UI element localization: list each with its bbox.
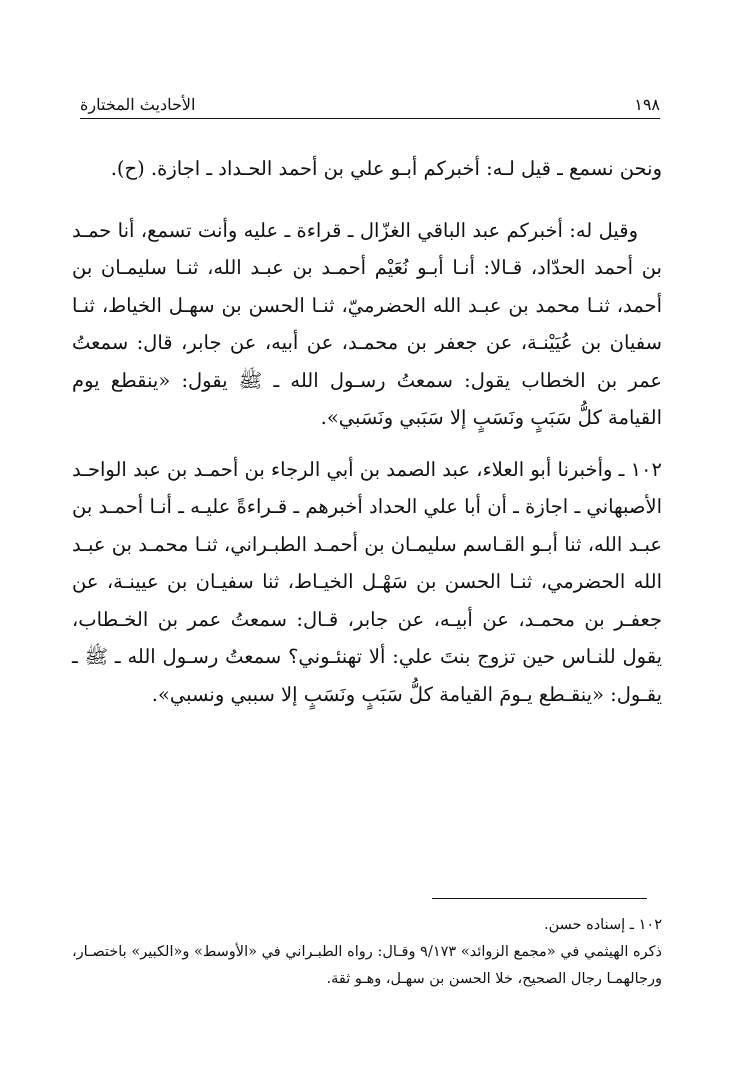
header-rule <box>80 118 660 119</box>
page-number: ١٩٨ <box>634 95 660 114</box>
footnote-rule <box>432 898 647 899</box>
footnote-line-1: ١٠٢ ـ إسناده حسن. <box>543 917 662 933</box>
footnotes <box>72 912 662 993</box>
book-title: الأحاديث المختارة <box>80 95 196 114</box>
paragraph-3-hadith-102: ١٠٢ ـ وأخبرنا أبو العلاء، عبد الصمد بن أبي الرجاء بن أحمـد بن عبد الواحـد الأصبهاني ـ اجازة ـ أن أبا علي الحداد أخبرهم ـ قـراءةً عليـه ـ أنـا أحمـد بن عبـد الله، ثنا أبـو القـاسم سليمـان بن أحمـد الطبـراني، ثنـا محمـد بن عبـد الله الحضرمي، ثنـا الحسن بن سَهْـل الخيـاط، ثنا سفيـان بن عيينـة، عن جعفـر بن محمـد، عن أبيـه، عن جابر، قـال: سمعتُ عمر بن الخـطاب، يقول للنـاس حين تزوج بنتَ علي: ألا تهنئـوني؟ سمعتُ رسـول الله ـ ﷺ ـ يقـول: «ينقـطع يـومَ القيامة كلُّ سَبَبٍ ونَسَبٍ إلا سببي ونسبي». <box>72 457 662 706</box>
running-head <box>80 88 660 114</box>
footnote-line-2: ذكره الهيثمي في «مجمع الزوائد» ٩/١٧٣ وقـال: رواه الطبـراني في «الأوسط» و«الكبير» باختصـار، ورجالهمـا رجال الصحيح، خلا الحسن بن سهـل، وهـو ثقة. <box>72 944 663 987</box>
main-text <box>72 150 662 713</box>
paragraph-1: ونحن نسمع ـ قيل لـه: أخبركم أبـو علي بن أحمد الحـداد ـ اجازة. (ح). <box>110 157 662 180</box>
paragraph-2: وقيل له: أخبركم عبد الباقي الغزّال ـ قراءة ـ عليه وأنت تسمع، أنا حمـد بن أحمد الحدّاد، قـالا: أنـا أبـو نُعَيْم أحمـد بن عبـد الله، ثنـا سليمـان بن أحمد، ثنـا محمد بن عبـد الله الحضرميّ، ثنـا الحسن بن سهـل الخياط، ثنـا سفيان بن عُيَيْنـة، عن جعفر بن محمـد، عن أبيه، عن جابر، قال: سمعتُ عمر بن الخطاب يقول: سمعتُ رسـول الله ـ ﷺ يقول: «ينقطع يوم القيامة كلُّ سَبَبٍ ونَسَبٍ إلا سَبَبي ونَسَبي». <box>72 218 662 429</box>
